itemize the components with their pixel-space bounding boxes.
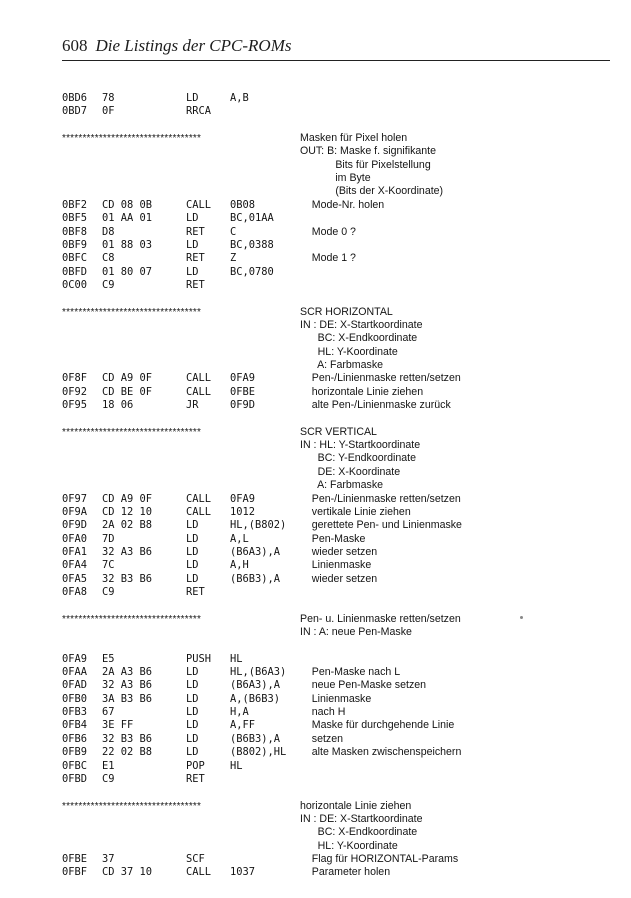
address: 0FBE [62, 852, 88, 865]
comment: gerettete Pen- und Linienmaske [300, 519, 462, 532]
comment: IN : DE: X-Startkoordinate [300, 812, 423, 825]
mnemonic: CALL [186, 492, 212, 505]
mnemonic: RET [186, 225, 205, 238]
address: 0C00 [62, 278, 88, 291]
hex-bytes: E5 [102, 652, 115, 665]
address: 0F95 [62, 399, 88, 412]
operand: A,FF [230, 719, 256, 732]
hex-bytes: 78 [102, 92, 115, 104]
address: 0BF5 [62, 212, 88, 225]
comment: Mode-Nr. holen [300, 198, 385, 211]
operand: BC,0388 [230, 238, 274, 251]
operand: (B6B3),A [230, 572, 281, 585]
operand: HL [230, 759, 243, 772]
hex-bytes: 32 A3 B6 [102, 679, 153, 692]
mnemonic: PUSH [186, 652, 212, 665]
hex-bytes: D8 [102, 225, 115, 238]
mnemonic: JR [186, 399, 199, 412]
comment: vertikale Linie ziehen [300, 505, 411, 518]
comment: alte Pen-/Linienmaske zurück [300, 399, 451, 412]
mnemonic: LD [186, 572, 199, 585]
separator-stars: ********************************** [62, 800, 202, 812]
page-title: Die Listings der CPC-ROMs [95, 36, 292, 55]
operand: H,A [230, 706, 249, 719]
comment: IN : DE: X-Startkoordinate [300, 318, 423, 331]
hex-bytes: 37 [102, 852, 115, 865]
hex-bytes: 32 B3 B6 [102, 732, 153, 745]
address: 0FAA [62, 666, 88, 678]
comment: Pen-/Linienmaske retten/setzen [300, 492, 461, 505]
comment: Parameter holen [300, 866, 391, 879]
operand: 1012 [230, 505, 256, 518]
mnemonic: LD [186, 92, 199, 104]
page-number: 608 [62, 36, 88, 55]
operand: Z [230, 252, 237, 265]
operand: A,H [230, 559, 249, 572]
operand: 0B08 [230, 198, 256, 211]
address: 0FBD [62, 772, 88, 785]
operand: HL,(B6A3) [230, 666, 287, 678]
operand: C [230, 225, 237, 238]
address: 0FBF [62, 866, 88, 879]
comment: Pen- u. Linienmaske retten/setzen [300, 612, 461, 625]
comment: horizontale Linie ziehen [300, 799, 412, 812]
mnemonic: CALL [186, 866, 212, 879]
comment: setzen [300, 732, 343, 745]
mnemonic: CALL [186, 385, 212, 398]
address: 0FA1 [62, 545, 88, 558]
comment: Mode 0 ? [300, 225, 356, 238]
comment: SCR HORIZONTAL [300, 305, 393, 318]
mnemonic: LD [186, 692, 199, 705]
mnemonic: LD [186, 746, 199, 759]
hex-bytes: C9 [102, 772, 115, 785]
comment: Linienmaske [300, 559, 372, 572]
hex-bytes: CD 12 10 [102, 505, 153, 518]
operand: 0FA9 [230, 372, 256, 385]
hex-bytes: 32 B3 B6 [102, 572, 153, 585]
address: 0FAD [62, 679, 88, 692]
comment: IN : HL: Y-Startkoordinate [300, 439, 421, 452]
hex-bytes: 3A B3 B6 [102, 692, 153, 705]
address: 0FBC [62, 759, 88, 772]
address: 0F9D [62, 519, 88, 532]
mnemonic: LD [186, 265, 199, 278]
comment: BC: X-Endkoordinate [300, 332, 418, 345]
address: 0FA8 [62, 586, 88, 598]
comment: HL: Y-Koordinate [300, 345, 398, 358]
mnemonic: LD [186, 706, 199, 719]
hex-bytes: CD A9 0F [102, 372, 153, 385]
hex-bytes: CD BE 0F [102, 385, 153, 398]
comment: Mode 1 ? [300, 252, 356, 265]
comment: Linienmaske [300, 692, 372, 705]
operand: A,(B6B3) [230, 692, 281, 705]
hex-bytes: 7D [102, 532, 115, 545]
separator-stars: ********************************** [62, 306, 202, 318]
mnemonic: CALL [186, 198, 212, 211]
comment: OUT: B: Maske f. signifikante [300, 145, 437, 158]
operand: A,L [230, 532, 249, 545]
address: 0BFC [62, 252, 88, 265]
address: 0FB6 [62, 732, 88, 745]
comment: BC: X-Endkoordinate [300, 826, 418, 839]
hex-bytes: E1 [102, 759, 115, 772]
comment: BC: Y-Endkoordinate [300, 452, 417, 465]
mnemonic: LD [186, 532, 199, 545]
hex-bytes: 01 88 03 [102, 238, 153, 251]
mnemonic: CALL [186, 372, 212, 385]
mnemonic: CALL [186, 505, 212, 518]
comment: DE: X-Koordinate [300, 465, 401, 478]
separator-stars: ********************************** [62, 426, 202, 438]
comment: alte Masken zwischenspeichern [300, 746, 462, 759]
operand: BC,01AA [230, 212, 274, 225]
address: 0FA0 [62, 532, 88, 545]
address: 0FB0 [62, 692, 88, 705]
operand: (B6B3),A [230, 732, 281, 745]
hex-bytes: C8 [102, 252, 115, 265]
comment: (Bits der X-Koordinate) [300, 185, 444, 198]
comment: wieder setzen [300, 545, 378, 558]
mnemonic: LD [186, 679, 199, 692]
comment: A: Farbmaske [300, 359, 384, 371]
comment: im Byte [300, 172, 371, 185]
hex-bytes: C9 [102, 586, 115, 598]
hex-bytes: 22 02 B8 [102, 746, 153, 759]
address: 0BD7 [62, 105, 88, 118]
mnemonic: LD [186, 545, 199, 558]
comment: Maske für durchgehende Linie [300, 719, 455, 732]
comment: HL: Y-Koordinate [300, 839, 398, 852]
operand: (B802),HL [230, 746, 287, 759]
operand: (B6A3),A [230, 545, 281, 558]
address: 0FA4 [62, 559, 88, 572]
separator-stars: ********************************** [62, 133, 202, 145]
comment: horizontale Linie ziehen [300, 385, 424, 398]
comment: A: Farbmaske [300, 479, 384, 492]
address: 0FA5 [62, 572, 88, 585]
operand: HL,(B802) [230, 519, 287, 532]
mnemonic: LD [186, 238, 199, 251]
comment: Pen-/Linienmaske retten/setzen [300, 372, 461, 385]
comment: wieder setzen [300, 572, 378, 585]
mnemonic: LD [186, 719, 199, 732]
operand: 0F9D [230, 399, 256, 412]
operand: 0FA9 [230, 492, 256, 505]
comment: nach H [300, 706, 346, 719]
address: 0FB9 [62, 746, 88, 759]
comment: IN : A: neue Pen-Maske [300, 626, 412, 638]
comment: Pen-Maske nach L [300, 666, 401, 678]
mnemonic: RRCA [186, 105, 212, 118]
hex-bytes: 2A A3 B6 [102, 666, 153, 678]
address: 0F9A [62, 505, 88, 518]
operand: 0FBE [230, 385, 256, 398]
operand: A,B [230, 92, 249, 104]
address: 0F8F [62, 372, 88, 385]
operand: (B6A3),A [230, 679, 281, 692]
mnemonic: POP [186, 759, 205, 772]
comment: SCR VERTICAL [300, 425, 377, 438]
comment: neue Pen-Maske setzen [300, 679, 427, 692]
mnemonic: RET [186, 252, 205, 265]
address: 0BD6 [62, 92, 88, 104]
comment: Bits für Pixelstellung [300, 158, 431, 171]
mnemonic: SCF [186, 852, 205, 865]
hex-bytes: 18 06 [102, 399, 134, 412]
mnemonic: RET [186, 278, 205, 291]
address: 0FA9 [62, 652, 88, 665]
hex-bytes: C9 [102, 278, 115, 291]
header-rule [62, 60, 610, 61]
hex-bytes: 3E FF [102, 719, 134, 732]
address: 0F92 [62, 385, 88, 398]
hex-bytes: CD A9 0F [102, 492, 153, 505]
mnemonic: RET [186, 586, 205, 598]
operand: HL [230, 652, 243, 665]
mnemonic: RET [186, 772, 205, 785]
mnemonic: LD [186, 666, 199, 678]
separator-stars: ********************************** [62, 613, 202, 625]
address: 0FB4 [62, 719, 88, 732]
address: 0BF8 [62, 225, 88, 238]
hex-bytes: CD 37 10 [102, 866, 153, 879]
address: 0F97 [62, 492, 88, 505]
hex-bytes: 2A 02 B8 [102, 519, 153, 532]
comment: Masken für Pixel holen [300, 132, 408, 145]
hex-bytes: 7C [102, 559, 115, 572]
comment: Pen-Maske [300, 532, 366, 545]
page-header [62, 36, 291, 56]
comment: Flag für HORIZONTAL-Params [300, 852, 459, 865]
mnemonic: LD [186, 519, 199, 532]
address: 0BF9 [62, 238, 88, 251]
hex-bytes: 01 AA 01 [102, 212, 153, 225]
hex-bytes: CD 08 0B [102, 198, 153, 211]
mnemonic: LD [186, 212, 199, 225]
operand: BC,0780 [230, 265, 274, 278]
hex-bytes: 01 80 07 [102, 265, 153, 278]
hex-bytes: 0F [102, 105, 115, 118]
address: 0FB3 [62, 706, 88, 719]
mnemonic: LD [186, 732, 199, 745]
mnemonic: LD [186, 559, 199, 572]
operand: 1037 [230, 866, 256, 879]
hex-bytes: 32 A3 B6 [102, 545, 153, 558]
print-speck [520, 616, 523, 619]
address: 0BFD [62, 265, 88, 278]
address: 0BF2 [62, 198, 88, 211]
hex-bytes: 67 [102, 706, 115, 719]
